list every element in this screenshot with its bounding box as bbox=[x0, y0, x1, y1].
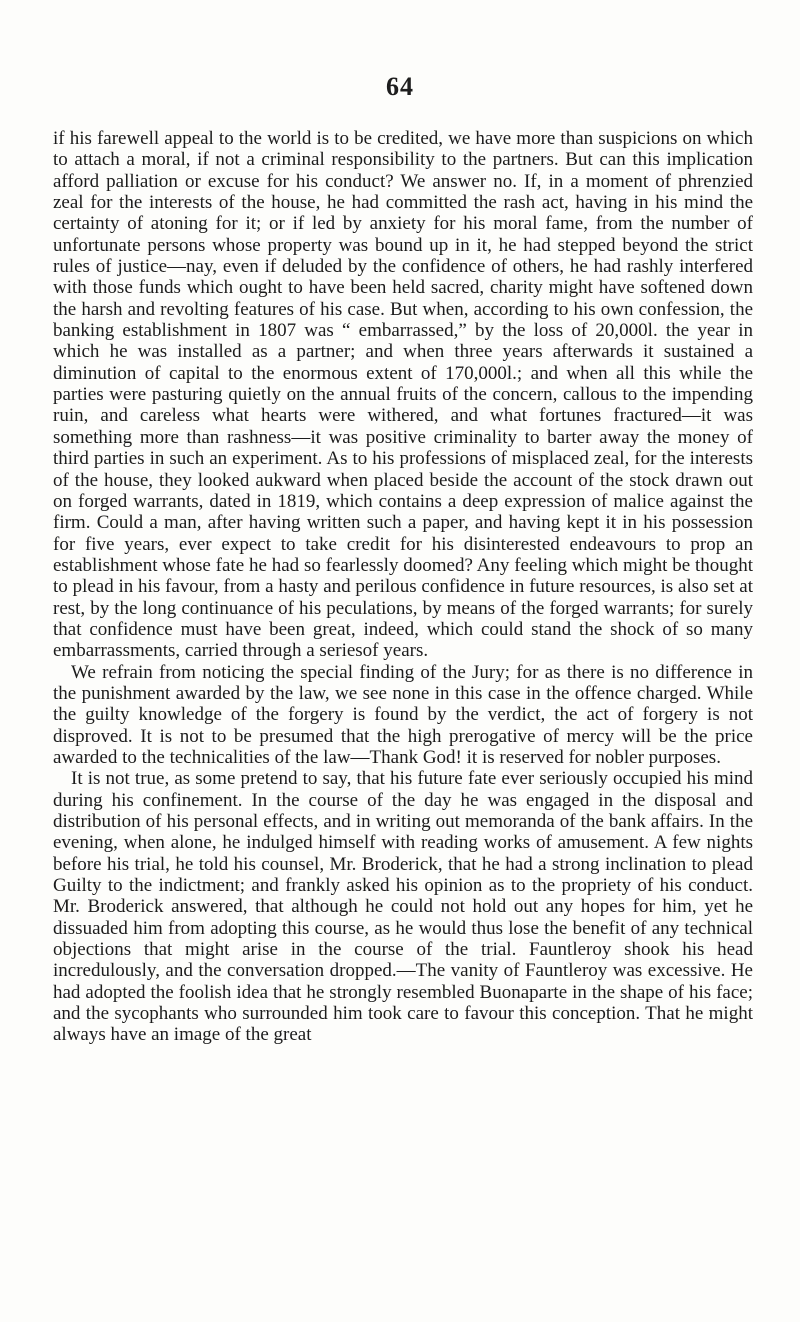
paragraph: if his farewell appeal to the world is to be credited, we have more than suspicions on which to attach a moral, if not a criminal responsibility to the partners. But can this implication afford palliation or excuse for his conduct? We answer no. If, in a moment of phrenzied zeal for the interests of the house, he had committed the rash act, having in his mind the certainty of atoning for it; or if led by anxiety for his moral fame, from the number of unfortunate persons whose property was bound up in it, he had stepped beyond the strict rules of justice—nay, even if deluded by the confidence of others, he had rashly interfered with those funds which ought to have been held sacred, charity might have softened down the harsh and revolting features of his case. But when, according to his own confession, the banking establishment in 1807 was “ embarrassed,” by the loss of 20,000l. the year in which he was installed as a partner; and when three years afterwards it sustained a diminution of capital to the enormous extent of 170,000l.; and when all this while the parties were pasturing quietly on the annual fruits of the concern, callous to the impending ruin, and careless what hearts were withered, and what fortunes fractured—it was something more than rashness—it was positive criminality to barter away the money of third parties in such an experiment. As to his professions of misplaced zeal, for the interests of the house, they looked aukward when placed beside the account of the stock drawn out on forged warrants, dated in 1819, which contains a deep expression of malice against the firm. Could a man, after having written such a paper, and having kept it in his possession for five years, ever expect to take credit for his disinterested endeavours to prop an establishment whose fate he had so fearlessly doomed? Any feeling which might be thought to plead in his favour, from a hasty and perilous confidence in future resources, is also set at rest, by the long continuance of his peculations, by means of the forged warrants; for surely that confidence must have been great, indeed, which could stand the shock of so many embarrassments, carried through a seriesof years. bbox=[53, 128, 753, 662]
paragraph: It is not true, as some pretend to say, that his future fate ever seriously occupied his mind during his confinement. In the course of the day he was engaged in the disposal and distribution of his personal effects, and in writing out memoranda of the bank affairs. In the evening, when alone, he indulged himself with reading works of amusement. A few nights before his trial, he told his counsel, Mr. Broderick, that he had a strong inclination to plead Guilty to the indictment; and frankly asked his opinion as to the propriety of his conduct. Mr. Broderick answered, that although he could not hold out any hopes for him, yet he dissuaded him from adopting this course, as he would thus lose the benefit of any technical objections that might arise in the course of the trial. Fauntleroy shook his head incredulously, and the conversation dropped.—The vanity of Fauntleroy was excessive. He had adopted the foolish idea that he strongly resembled Buonaparte in the shape of his face; and the sycophants who surrounded him took care to favour this conception. That he might always have an image of the great bbox=[53, 768, 753, 1046]
page-body bbox=[53, 128, 753, 1046]
paragraph: We refrain from noticing the special finding of the Jury; for as there is no difference in the punishment awarded by the law, we see none in this case in the offence charged. While the guilty knowledge of the forgery is found by the verdict, the act of forgery is not disproved. It is not to be presumed that the high prerogative of mercy will be the price awarded to the technicalities of the law—Thank God! it is reserved for nobler purposes. bbox=[53, 661, 753, 768]
page-number: 64 bbox=[386, 72, 414, 101]
